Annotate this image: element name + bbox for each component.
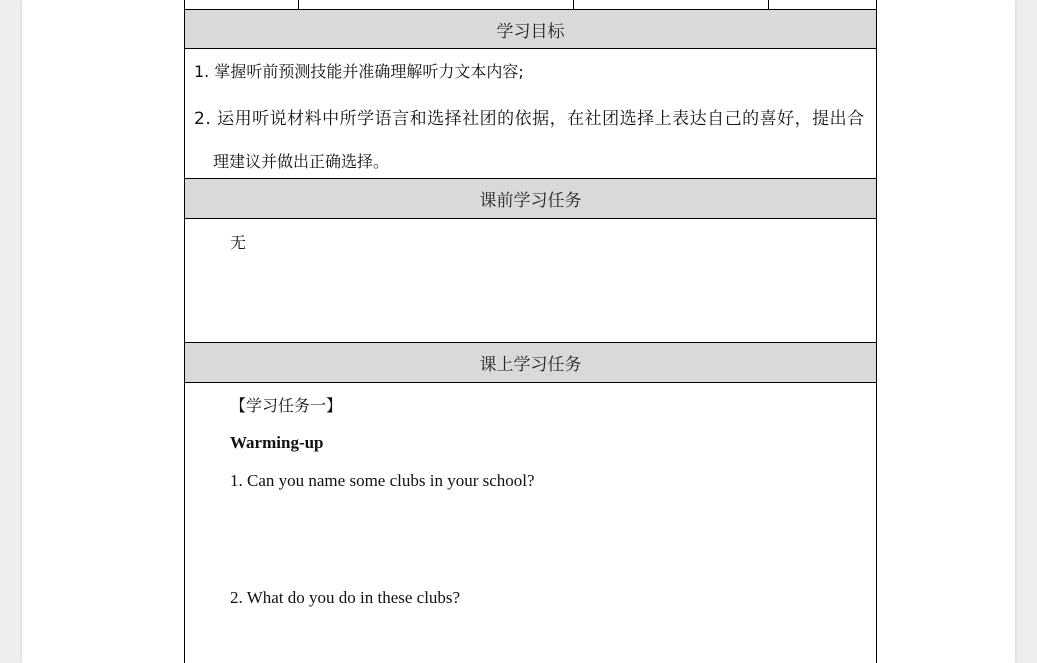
in-class-header [185,343,876,382]
objective-item-1: 1. 掌握听前预测技能并准确理解听力文本内容; [194,62,524,81]
column-divider [768,0,769,9]
in-class-title: 课上学习任务 [479,355,582,375]
row-border [185,382,876,383]
pre-class-title: 课前学习任务 [479,191,582,211]
column-divider [298,0,299,9]
warming-up-heading: Warming-up [230,433,324,452]
objectives-header [185,10,876,48]
question-1: 1. Can you name some clubs in your school? [230,471,535,490]
column-divider [573,0,574,9]
objective-item-2-continued: 理建议并做出正确选择。 [213,152,390,171]
pre-class-header [185,179,876,218]
row-border [185,48,876,49]
row-border [185,218,876,219]
document-page [22,0,1015,663]
objective-item-2: 2. 运用听说材料中所学语言和选择社团的依据，在社团选择上表达自己的喜好，提出合 [194,109,865,129]
question-2: 2. What do you do in these clubs? [230,588,461,607]
lesson-plan-table [184,0,877,663]
task-heading: 【学习任务一】 [230,396,343,415]
pre-class-content: 无 [230,233,247,252]
objectives-title: 学习目标 [496,21,565,42]
